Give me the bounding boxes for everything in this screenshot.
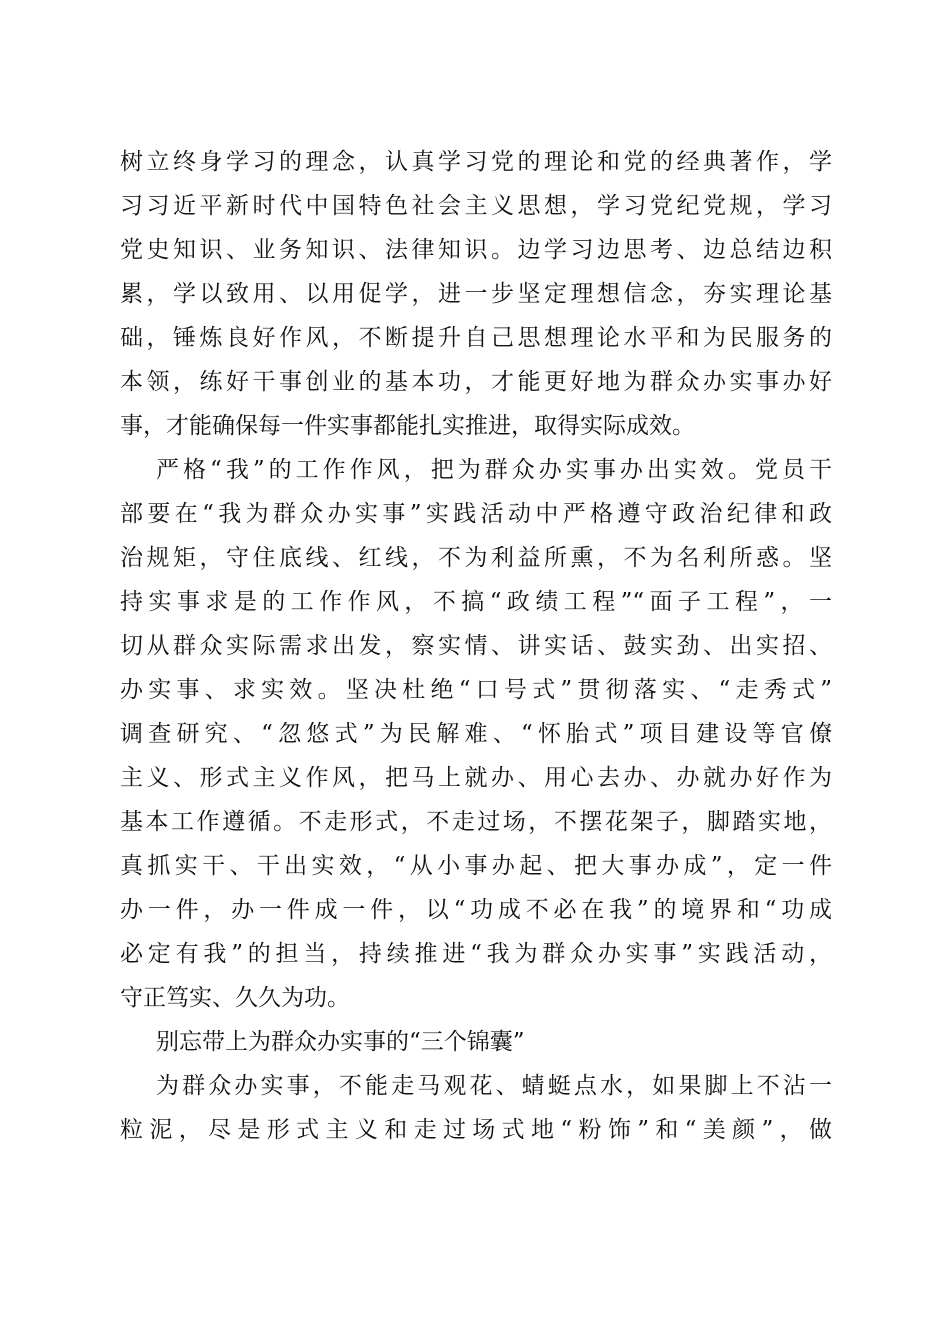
text-line: 本领，练好干事创业的基本功，才能更好地为群众办实事办好 bbox=[120, 369, 832, 395]
text-line: 习习近平新时代中国特色社会主义思想，学习党纪党规，学习 bbox=[120, 193, 832, 219]
text-line: 治规矩，守住底线、红线，不为利益所熏，不为名利所惑。坚 bbox=[120, 545, 832, 571]
text-line: 树立终身学习的理念，认真学习党的理论和党的经典著作，学 bbox=[120, 149, 832, 175]
text-line: 真抓实干、干出实效，“从小事办起、把大事办成”，定一件 bbox=[120, 853, 832, 879]
text-line: 部要在“我为群众办实事”实践活动中严格遵守政治纪律和政 bbox=[120, 501, 832, 527]
text-line: 础，锤炼良好作风，不断提升自己思想理论水平和为民服务的 bbox=[120, 325, 832, 351]
text-line: 办实事、求实效。坚决杜绝“口号式”贯彻落实、“走秀式” bbox=[120, 677, 832, 703]
text-line: 粒泥，尽是形式主义和走过场式地“粉饰”和“美颜”，做 bbox=[120, 1117, 832, 1143]
text-line: 事，才能确保每一件实事都能扎实推进，取得实际成效。 bbox=[120, 413, 695, 439]
section-heading: 别忘带上为群众办实事的“三个锦囊” bbox=[156, 1029, 525, 1055]
text-line: 主义、形式主义作风，把马上就办、用心去办、办就办好作为 bbox=[120, 765, 832, 791]
text-line: 党史知识、业务知识、法律知识。边学习边思考、边总结边积 bbox=[120, 237, 832, 263]
text-line: 切从群众实际需求出发，察实情、讲实话、鼓实劲、出实招、 bbox=[120, 633, 832, 659]
paragraph-first-line: 为群众办实事，不能走马观花、蜻蜓点水，如果脚上不沾一 bbox=[156, 1073, 832, 1099]
paragraph-first-line: 严格“我”的工作作风，把为群众办实事办出实效。党员干 bbox=[156, 457, 832, 483]
text-line: 调查研究、“忽悠式”为民解难、“怀胎式”项目建设等官僚 bbox=[120, 721, 832, 747]
text-line: 持实事求是的工作作风，不搞“政绩工程”“面子工程”，一 bbox=[120, 589, 832, 615]
text-line: 必定有我”的担当，持续推进“我为群众办实事”实践活动， bbox=[120, 941, 832, 967]
text-line: 守正笃实、久久为功。 bbox=[120, 985, 350, 1011]
text-line: 基本工作遵循。不走形式，不走过场，不摆花架子，脚踏实地， bbox=[120, 809, 832, 835]
text-line: 办一件，办一件成一件，以“功成不必在我”的境界和“功成 bbox=[120, 897, 832, 923]
text-line: 累，学以致用、以用促学，进一步坚定理想信念，夯实理论基 bbox=[120, 281, 832, 307]
document-body bbox=[120, 140, 832, 1152]
